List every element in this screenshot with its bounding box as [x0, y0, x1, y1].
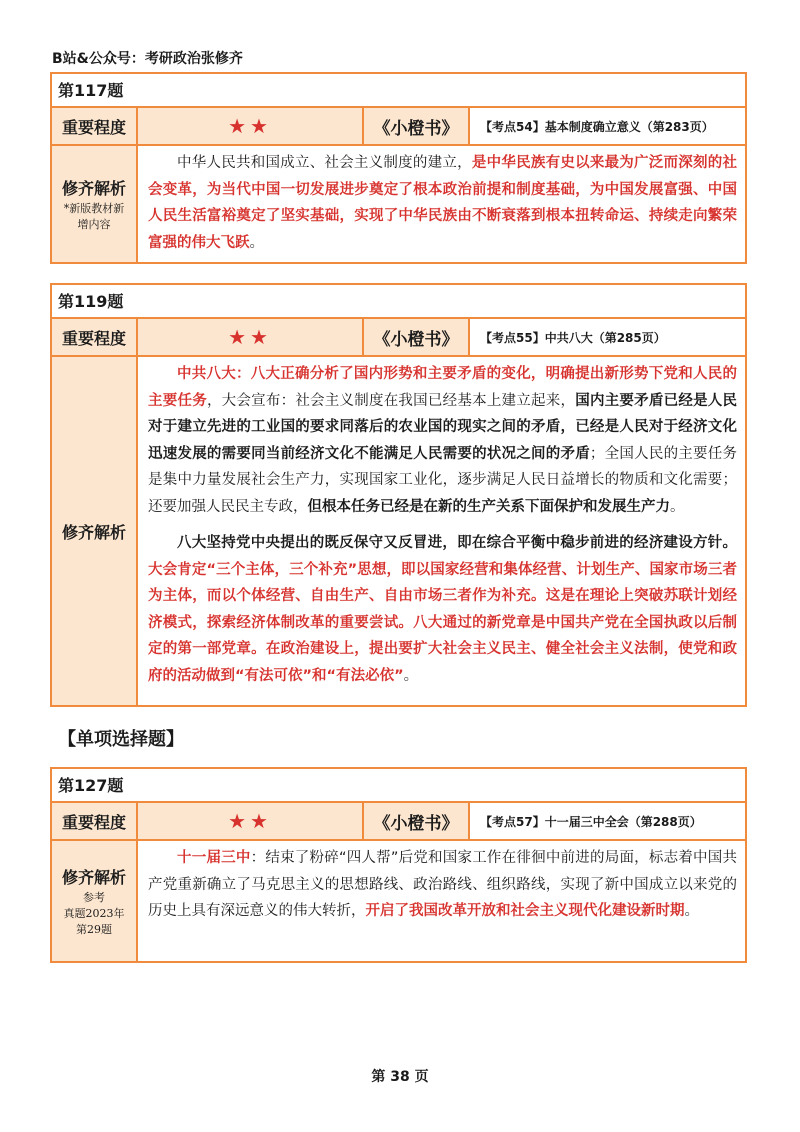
- importance-row: [52, 108, 745, 146]
- topic-reference: 【考点57】十一届三中全会（第288页）: [470, 803, 745, 839]
- importance-label: 重要程度: [61, 812, 126, 832]
- analysis-paragraph: [148, 530, 737, 689]
- analysis-row: [52, 357, 745, 705]
- bold-text: 八大坚持党中央提出的既反保守又反冒进，即在综合平衡中稳步前进的经济建设方针。: [177, 535, 737, 551]
- importance-label: 重要程度: [61, 117, 126, 137]
- analysis-paragraph: [148, 845, 737, 925]
- analysis-note-exam-year: 真题2023年: [63, 906, 125, 920]
- text-run: ：结束了粉碎“四人帮”后党和国家工作在徘徊中前进的局面，标志着中国共产党重新确立了马克思主义的思想路线、政治路线、组织路线，实现了新中国成立以来党的历史上具有深远意义的伟大转折，: [148, 850, 738, 919]
- bold-text: 但根本任务已经是在新的生产关系下面保护和发展生产力: [307, 498, 670, 515]
- page-header-source: B站&公众号：考研政治张修齐: [52, 51, 243, 67]
- highlight-text: 是中华民族有史以来最为广泛而深刻的社会变革，为当代中国一切发展进步奠定了根本政治前提和制度基础，为中国发展富强、中国人民生活富裕奠定了坚实基础，实现了中华民族由不断衰落到根本扭转命运、持续走向繁荣富强的伟大飞跃: [148, 155, 738, 251]
- analysis-row: [52, 146, 745, 262]
- analysis-label: 修齐解析: [61, 178, 126, 198]
- importance-row: [52, 803, 745, 841]
- analysis-note-question: 第29题: [76, 922, 112, 936]
- importance-label: 重要程度: [61, 328, 126, 348]
- analysis-label-cell: [52, 841, 138, 961]
- text-run: ，大会宣布：社会主义制度在我国已经基本上建立起来，: [206, 392, 576, 409]
- importance-label-cell: [52, 108, 138, 144]
- importance-row: [52, 319, 745, 357]
- question-number: 第127题: [52, 769, 745, 803]
- question-number: 第119题: [52, 285, 745, 319]
- importance-stars: ★★: [138, 108, 364, 144]
- section-title: 【单项选择题】: [58, 729, 184, 750]
- highlight-text: 开启了我国改革开放和社会主义现代化建设新时期: [365, 903, 685, 919]
- importance-stars: ★★: [138, 803, 364, 839]
- question-block-127: [50, 767, 747, 963]
- importance-stars: ★★: [138, 319, 364, 355]
- analysis-paragraph: [148, 150, 737, 256]
- highlight-text: 十一届三中: [177, 850, 251, 866]
- analysis-content: [138, 146, 745, 262]
- analysis-label-cell: [52, 146, 138, 262]
- analysis-label: 修齐解析: [61, 522, 126, 542]
- page-number: 第 38 页: [371, 1069, 429, 1085]
- analysis-content: [138, 841, 745, 961]
- analysis-content: [138, 357, 745, 705]
- book-title: 《小橙书》: [364, 108, 470, 144]
- importance-label-cell: [52, 319, 138, 355]
- text-run: 。: [684, 903, 699, 919]
- topic-reference: 【考点54】基本制度确立意义（第283页）: [470, 108, 745, 144]
- question-block-119: [50, 283, 747, 707]
- analysis-note-reference: 参考: [83, 890, 105, 904]
- text-run: ；全国人民的主要任务是集中力量发展社会生产力，实现国家工业化，逐步满足人民日益增长的物质和文化需要；还要加强人民民主专政，: [148, 445, 737, 515]
- question-block-117: [50, 72, 747, 264]
- highlight-text: 中共八大：八大正确分析了国内形势和主要矛盾的变化，明确提出新形势下党和人民的主要任务: [148, 366, 737, 409]
- analysis-row: [52, 841, 745, 961]
- book-title: 《小橙书》: [364, 319, 470, 355]
- text-run: 。: [403, 667, 419, 684]
- text-run: 。: [670, 498, 685, 515]
- text-run: 中华人民共和国成立、社会主义制度的建立，: [177, 155, 472, 171]
- question-number: 第117题: [52, 74, 745, 108]
- text-run: 。: [249, 234, 264, 251]
- analysis-note: *新版教材新增内容: [63, 201, 125, 231]
- bold-text: 国内主要矛盾已经是人民对于建立先进的工业国的要求同落后的农业国的现实之间的矛盾，已经是人民对于经济文化迅速发展的需要同当前经济文化不能满足人民需要的状况之间的矛盾: [148, 392, 738, 462]
- importance-label-cell: [52, 803, 138, 839]
- analysis-label-cell: [52, 357, 138, 705]
- book-title: 《小橙书》: [364, 803, 470, 839]
- analysis-label: 修齐解析: [61, 867, 126, 887]
- topic-reference: 【考点55】中共八大（第285页）: [470, 319, 745, 355]
- analysis-paragraph: [148, 361, 737, 520]
- highlight-text: 大会肯定“三个主体，三个补充”思想，即以国家经营和集体经营、计划生产、国家市场三者为主体，而以个体经营、自由生产、自由市场三者作为补充。这是在理论上突破苏联计划经济模式，探索经济体制改革的重要尝试。八大通过的新党章是中国共产党在全国执政以后制定的第一部党章。在政治建设上，提出要扩大社会主义民主、健全社会主义法制，使党和政府的活动做到“有法可依”和“有法必依”: [148, 561, 737, 684]
